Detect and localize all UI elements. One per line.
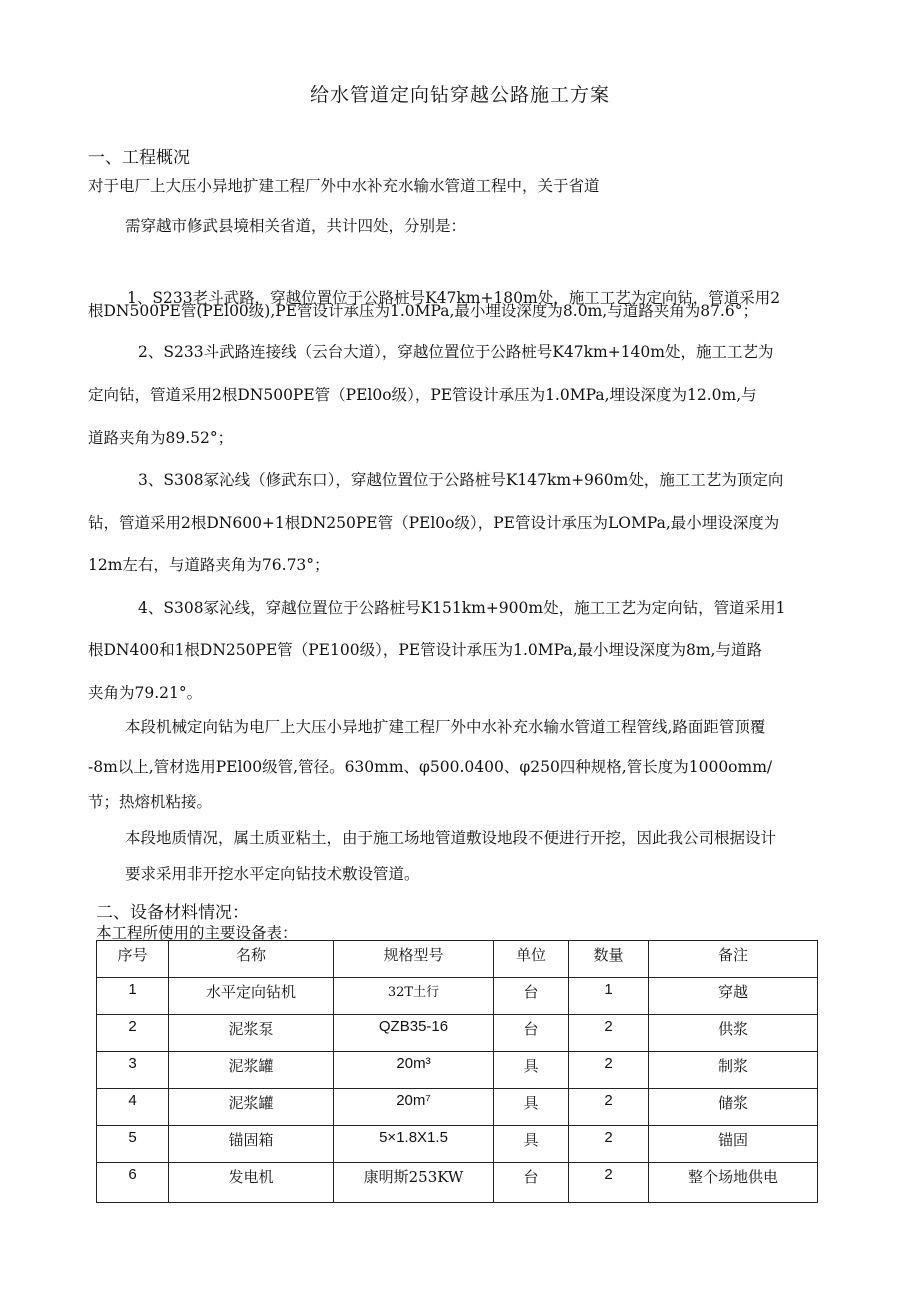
- section-1-heading: 一、工程概况: [88, 148, 190, 168]
- item-2-line-3: 道路夹角为89.52°；: [88, 429, 234, 447]
- cell-remark: 整个场地供电: [649, 1163, 818, 1203]
- item-3-line-1: 3、S308冢沁线（修武东口），穿越位置位于公路桩号K147km+960m处，施工工艺为顶定向: [138, 471, 784, 489]
- cell-remark: 制浆: [649, 1052, 818, 1089]
- cell-model: 20m⁷: [334, 1089, 494, 1126]
- method-paragraph-line-2: -8m以上,管材选用PEl00级管,管径。630mm、φ500.0400、φ250四种规格,管长度为1000omm/: [88, 758, 773, 776]
- header-unit: 单位: [494, 941, 569, 978]
- cell-index: 6: [97, 1163, 169, 1203]
- table-row: [97, 978, 818, 1015]
- table-row: [97, 1052, 818, 1089]
- cell-quantity: 2: [569, 1015, 649, 1052]
- cell-quantity: 2: [569, 1089, 649, 1126]
- cell-remark: 锚固: [649, 1126, 818, 1163]
- header-index: 序号: [97, 941, 169, 978]
- cell-name: 泥浆泵: [169, 1015, 334, 1052]
- item-3-line-3: 12m左右，与道路夹角为76.73°；: [88, 556, 330, 574]
- intro-paragraph: 对于电厂上大压小异地扩建工程厂外中水补充水输水管道工程中，关于省道: [88, 177, 600, 195]
- item-1-line-2: 根DN500PE管(PEl00级),PE管设计承压为1.0MPa,最小埋设深度为8.0m,与道路夹角为87.6°；: [88, 302, 758, 320]
- cell-quantity: 1: [569, 978, 649, 1015]
- cell-remark: 穿越: [649, 978, 818, 1015]
- header-quantity: 数量: [569, 941, 649, 978]
- header-model: 规格型号: [334, 941, 494, 978]
- table-row: [97, 1089, 818, 1126]
- table-row: [97, 1163, 818, 1203]
- cell-unit: 台: [494, 1015, 569, 1052]
- item-4-line-3: 夹角为79.21°。: [88, 684, 203, 702]
- table-header-row: [97, 941, 818, 978]
- header-remark: 备注: [649, 941, 818, 978]
- cell-quantity: 2: [569, 1126, 649, 1163]
- cell-index: 2: [97, 1015, 169, 1052]
- cell-quantity: 2: [569, 1052, 649, 1089]
- cell-remark: 供浆: [649, 1015, 818, 1052]
- header-name: 名称: [169, 941, 334, 978]
- method-paragraph-line-3: 节；热熔机粘接。: [88, 793, 213, 811]
- cell-unit: 台: [494, 978, 569, 1015]
- cell-unit: 台: [494, 1163, 569, 1203]
- item-1-line-1: 1、S233老斗武路，穿越位置位于公路桩号K47km+180m处，施工工艺为定向钻，管道采用2: [127, 289, 781, 307]
- cell-quantity: 2: [569, 1163, 649, 1203]
- page-title: 给水管道定向钻穿越公路施工方案: [309, 84, 610, 106]
- cell-model: 20m³: [334, 1052, 494, 1089]
- cell-name: 泥浆罐: [169, 1052, 334, 1089]
- cell-model: QZB35-16: [334, 1015, 494, 1052]
- table-row: [97, 1015, 818, 1052]
- cell-unit: 具: [494, 1089, 569, 1126]
- section-2-heading: 二、设备材料情况：: [96, 903, 249, 923]
- cell-index: 5: [97, 1126, 169, 1163]
- crossing-count-paragraph: 需穿越市修武县境相关省道，共计四处，分别是：: [125, 217, 467, 235]
- cell-model: 32T土行: [334, 978, 494, 1015]
- cell-name: 泥浆罐: [169, 1089, 334, 1126]
- item-2-line-2: 定向钻，管道采用2根DN500PE管（PEl0o级），PE管设计承压为1.0MPa,埋设深度为12.0m,与: [88, 386, 757, 404]
- item-3-line-2: 钻，管道采用2根DN600+1根DN250PE管（PEl0o级），PE管设计承压为LOMPa,最小埋设深度为: [88, 514, 780, 532]
- cell-name: 发电机: [169, 1163, 334, 1203]
- item-4-line-2: 根DN400和1根DN250PE管（PE100级），PE管设计承压为1.0MPa,最小埋设深度为8m,与道路: [88, 641, 762, 659]
- cell-unit: 具: [494, 1052, 569, 1089]
- equipment-table-caption: 本工程所使用的主要设备表：: [96, 924, 298, 942]
- cell-index: 4: [97, 1089, 169, 1126]
- cell-name: 水平定向钻机: [169, 978, 334, 1015]
- cell-unit: 具: [494, 1126, 569, 1163]
- method-paragraph-line-1: 本段机械定向钻为电厂上大压小异地扩建工程厂外中水补充水输水管道工程管线,路面距管顶覆: [125, 718, 766, 736]
- cell-name: 锚固箱: [169, 1126, 334, 1163]
- equipment-table: [96, 940, 818, 1203]
- table-row: [97, 1126, 818, 1163]
- item-4-line-1: 4、S308冢沁线，穿越位置位于公路桩号K151km+900m处，施工工艺为定向钻，管道采用1: [138, 599, 786, 617]
- cell-index: 3: [97, 1052, 169, 1089]
- cell-remark: 储浆: [649, 1089, 818, 1126]
- geology-paragraph-line-1: 本段地质情况，属土质亚粘土，由于施工场地管道敷设地段不便进行开挖，因此我公司根据设计: [125, 829, 777, 847]
- cell-model: 5×1.8X1.5: [334, 1126, 494, 1163]
- item-2-line-1: 2、S233斗武路连接线（云台大道），穿越位置位于公路桩号K47km+140m处，施工工艺为: [138, 343, 774, 361]
- cell-index: 1: [97, 978, 169, 1015]
- cell-model: 康明斯253KW: [334, 1163, 494, 1203]
- geology-paragraph-line-2: 要求采用非开挖水平定向钻技术敷设管道。: [125, 865, 420, 883]
